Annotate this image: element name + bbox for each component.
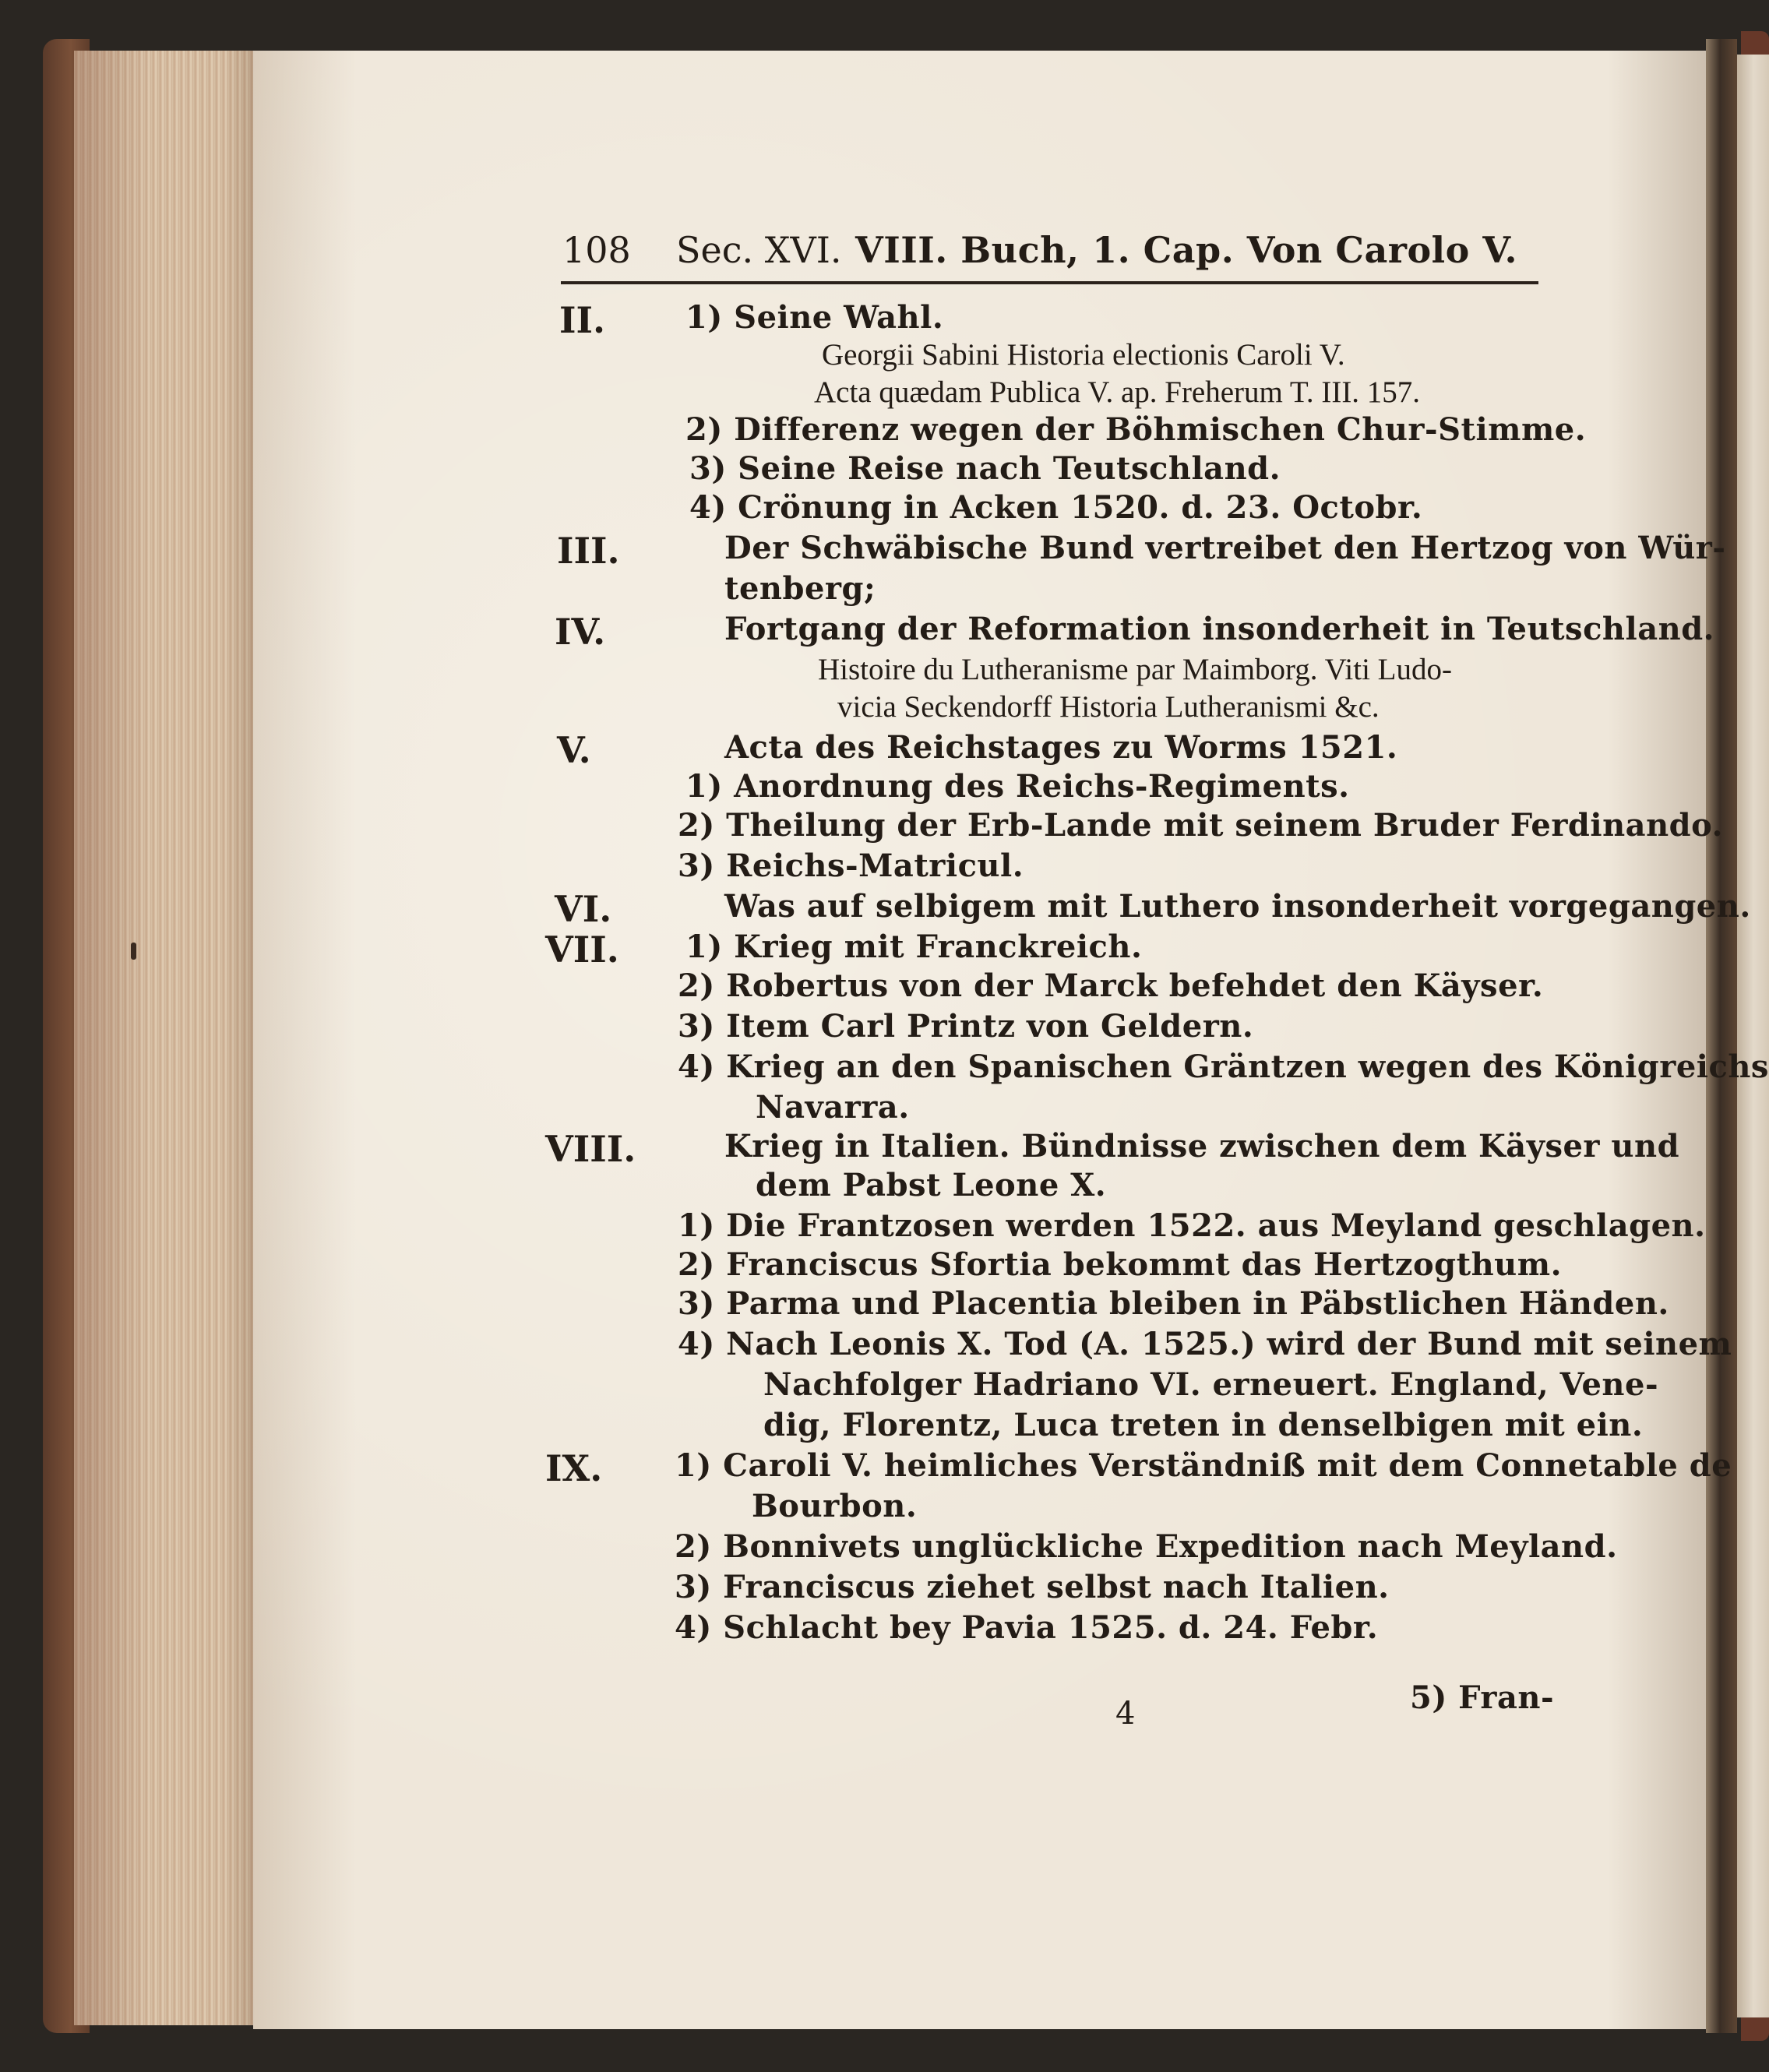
text-line: vicia Seckendorff Historia Lutheranismi &c. xyxy=(837,690,1380,724)
text-line: tenberg; xyxy=(724,570,876,607)
text-line: 1) Seine Wahl. xyxy=(685,299,944,336)
text-line: 4) Crönung in Acken 1520. d. 23. Octobr. xyxy=(689,489,1423,526)
text-line: 2) Theilung der Erb-Lande mit seinem Bruder Ferdinando. xyxy=(678,807,1724,844)
page-number: 108 xyxy=(562,229,631,271)
header-section: Sec. XVI. xyxy=(676,229,842,271)
text-line: 2) Bonnivets unglückliche Expedition nach Meyland. xyxy=(675,1528,1618,1565)
roman-numeral: VI. xyxy=(555,888,612,930)
text-line: dem Pabst Leone X. xyxy=(756,1167,1107,1203)
text-line: 3) Franciscus ziehet selbst nach Italien. xyxy=(675,1569,1390,1605)
text-line: 2) Differenz wegen der Böhmischen Chur-Stimme. xyxy=(685,411,1587,448)
text-line: 3) Seine Reise nach Teutschland. xyxy=(689,450,1281,487)
text-line: Acta des Reichstages zu Worms 1521. xyxy=(724,729,1398,766)
text-line: 4) Krieg an den Spanischen Gräntzen wegen des Königreichs xyxy=(678,1048,1769,1085)
header-title: VIII. Buch, 1. Cap. Von Carolo V. xyxy=(855,229,1518,271)
book-gutter xyxy=(1706,39,1737,2033)
text-line: 4) Schlacht bey Pavia 1525. d. 24. Febr. xyxy=(675,1609,1379,1646)
text-line: 1) Die Frantzosen werden 1522. aus Meyland geschlagen. xyxy=(678,1207,1706,1244)
text-line: 1) Krieg mit Franckreich. xyxy=(685,929,1143,965)
roman-numeral: IX. xyxy=(545,1447,603,1489)
text-line: Der Schwäbische Bund vertreibet den Hertzog von Wür- xyxy=(724,530,1726,566)
text-line: Histoire du Lutheranisme par Maimborg. Viti Ludo- xyxy=(818,653,1452,686)
roman-numeral: II. xyxy=(559,299,606,341)
text-line: Bourbon. xyxy=(752,1488,918,1524)
text-line: Georgii Sabini Historia electionis Caroli V. xyxy=(822,338,1345,372)
text-line: Acta quædam Publica V. ap. Freherum T. III. 157. xyxy=(814,375,1421,409)
text-line: 3) Parma und Placentia bleiben in Päbstlichen Händen. xyxy=(678,1285,1669,1322)
text-line: 2) Robertus von der Marck befehdet den Käyser. xyxy=(678,967,1544,1004)
text-line: Krieg in Italien. Bündnisse zwischen dem Käyser und xyxy=(724,1128,1680,1165)
text-line: dig, Florentz, Luca treten in denselbigen mit ein. xyxy=(763,1407,1644,1443)
text-line: Nachfolger Hadriano VI. erneuert. England, Vene- xyxy=(763,1366,1659,1403)
text-line: 3) Reichs-Matricul. xyxy=(678,847,1024,884)
text-line: Was auf selbigem mit Luthero insonderheit vorgegangen. xyxy=(724,888,1751,925)
roman-numeral: III. xyxy=(557,530,620,572)
catchword: 5) Fran- xyxy=(1410,1679,1555,1716)
text-line: 2) Franciscus Sfortia bekommt das Hertzogthum. xyxy=(678,1246,1563,1283)
signature-mark: 4 xyxy=(1115,1696,1136,1732)
header-rule xyxy=(561,281,1538,284)
text-line: 4) Nach Leonis X. Tod (A. 1525.) wird der Bund mit seinem xyxy=(678,1326,1732,1362)
page-mark xyxy=(131,943,136,960)
roman-numeral: VII. xyxy=(545,929,619,971)
text-line: 1) Caroli V. heimliches Verständniß mit dem Connetable de xyxy=(675,1447,1732,1484)
roman-numeral: VIII. xyxy=(545,1128,636,1170)
roman-numeral: V. xyxy=(557,729,591,771)
text-line: Fortgang der Reformation insonderheit in Teutschland. xyxy=(724,611,1715,647)
text-line: 3) Item Carl Printz von Geldern. xyxy=(678,1008,1254,1045)
text-line: 1) Anordnung des Reichs-Regiments. xyxy=(685,768,1350,805)
text-line: Navarra. xyxy=(756,1089,910,1126)
page-edges xyxy=(74,51,261,2025)
roman-numeral: IV. xyxy=(555,611,606,653)
